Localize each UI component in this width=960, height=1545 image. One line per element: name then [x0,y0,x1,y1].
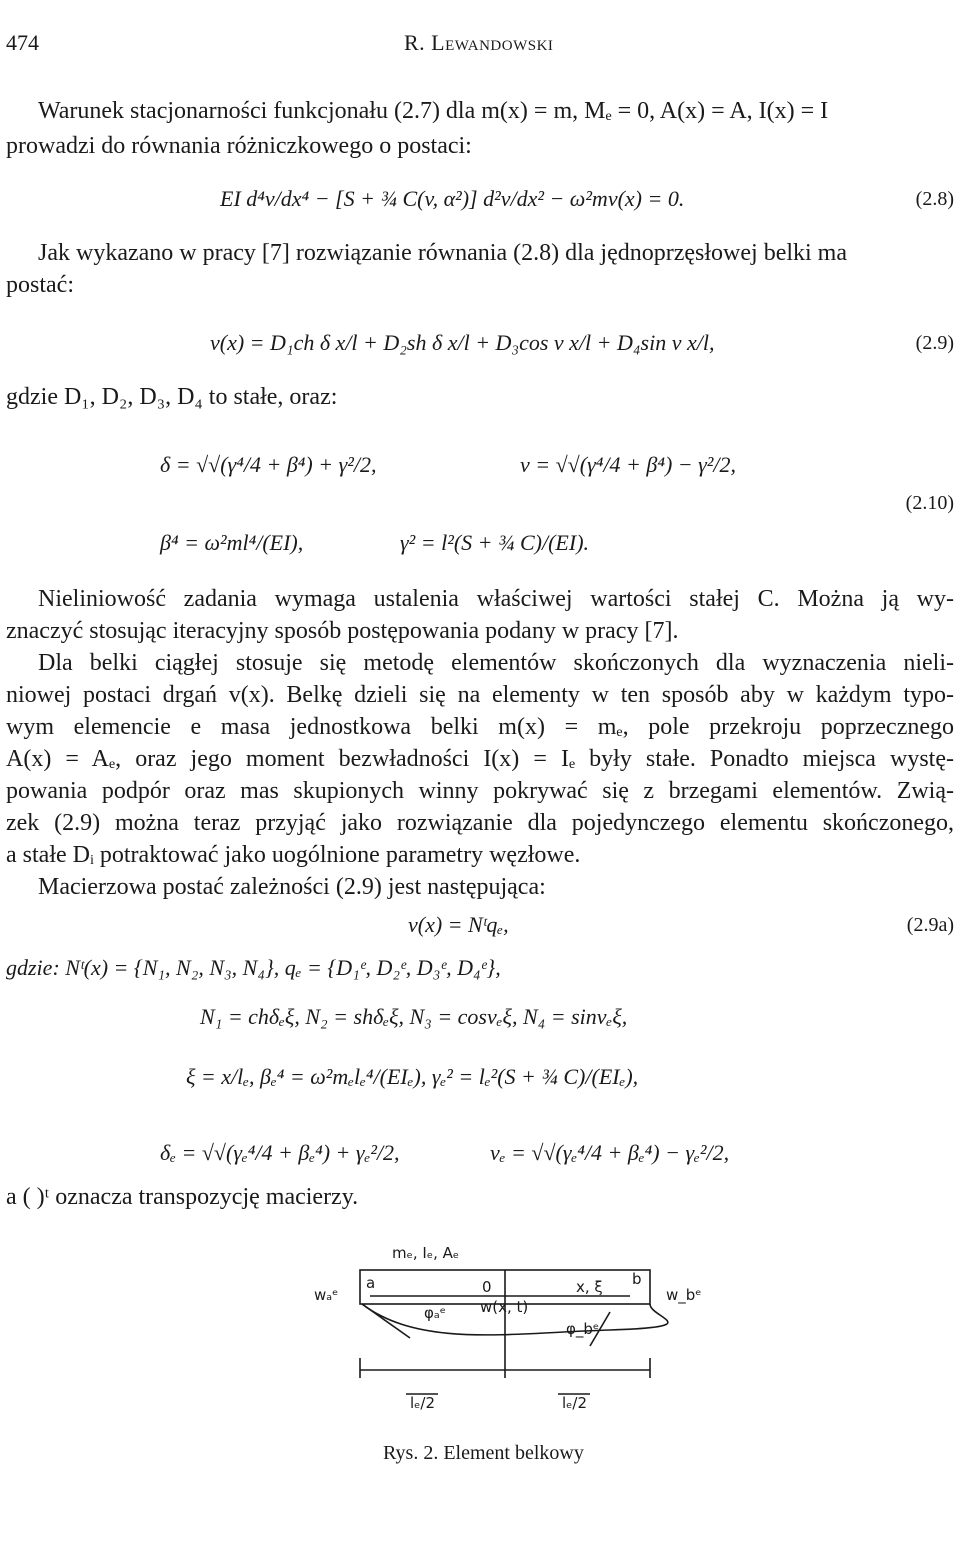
para1-line1: Warunek stacjonarności funkcjonału (2.7) dla m(x) = m, Mₑ = 0, A(x) = A, I(x) = I [38,98,829,124]
equation-beta: β⁴ = ω²ml⁴/(EI), [160,530,304,555]
equation-2-8-number: (2.8) [915,188,954,210]
equation-2-9: v(x) = D₁ch δ x/l + D₂sh δ x/l + D₃cos ν x/l + D₄sin ν x/l, [210,330,715,355]
fig-label-wa: wₐᵉ [314,1286,339,1304]
fig-label-phi-a: φₐᵉ [424,1304,447,1322]
para3-line5: wym elemencie e masa jednostkowa belki m(x) = mₑ, pole przekroju poprzecznego [6,714,954,740]
para3-line2: znaczyć stosując iteracyjny sposób postępowania podany w pracy [7]. [6,618,679,644]
fig-label-properties: mₑ, Iₑ, Aₑ [392,1244,460,1262]
equation-delta-e: δₑ = √√(γₑ⁴/4 + βₑ⁴) + γₑ²/2, [160,1140,400,1165]
para3-line8: zek (2.9) można teraz przyjąć jako rozwiązanie dla pojedynczego elementu skończonego, [6,810,954,836]
equation-xi-defs: ξ = x/lₑ, βₑ⁴ = ω²mₑlₑ⁴/(EIₑ), γₑ² = lₑ²(S + ¾ C)/(EIₑ), [186,1064,639,1089]
fig-rotation-a [362,1304,410,1338]
running-head-author: R. Lewandowski [404,30,554,55]
equation-2-9a-number: (2.9a) [906,914,954,936]
equation-nu-e: νₑ = √√(γₑ⁴/4 + βₑ⁴) − γₑ²/2, [490,1140,730,1165]
equation-delta: δ = √√(γ⁴/4 + β⁴) + γ²/2, [160,452,377,477]
para2-line2: postać: [6,272,74,298]
where-constants: gdzie D₁, D₂, D₃, D₄ to stałe, oraz: [6,384,338,410]
equation-2-10-number: (2.10) [905,492,954,514]
para3-line6: A(x) = Aₑ, oraz jego moment bezwładności I(x) = Iₑ były stałe. Ponadto miejsca wystę- [6,746,954,772]
para1-line2: prowadzi do równania różniczkowego o postaci: [6,133,472,159]
figure-caption: Rys. 2. Element belkowy [383,1442,584,1464]
equation-N-defs: N₁ = chδₑξ, N₂ = shδₑξ, N₃ = cosνₑξ, N₄ = sinνₑξ, [200,1004,628,1029]
fig-label-dim-left: lₑ/2 [410,1394,436,1412]
para3-line1: Nieliniowość zadania wymaga ustalenia właściwej wartości stałej C. Można ją wy- [38,586,954,612]
equation-2-9a: v(x) = Nᵗqₑ, [408,912,509,937]
equation-where-N: gdzie: Nᵗ(x) = {N₁, N₂, N₃, N₄}, qₑ = {D₁ᵉ, D₂ᵉ, D₃ᵉ, D₄ᵉ}, [6,955,501,980]
fig-label-w-xt: w(x, t) [480,1298,529,1316]
transpose-note: a ( )ᵗ oznacza transpozycję macierzy. [6,1184,359,1210]
fig-label-origin: 0 [482,1278,492,1296]
equation-nu: ν = √√(γ⁴/4 + β⁴) − γ²/2, [520,452,737,477]
fig-label-x-xi: x, ξ [576,1278,603,1296]
para3-line9: a stałe Dᵢ potraktować jako uogólnione parametry węzłowe. [6,842,581,868]
equation-gamma: γ² = l²(S + ¾ C)/(EI). [400,530,590,555]
fig-label-a: a [366,1274,376,1292]
fig-label-wb: w_bᵉ [666,1286,702,1304]
para3-line10: Macierzowa postać zależności (2.9) jest następująca: [38,874,546,900]
para3-line7: powania podpór oraz mas skupionych winny pokrywać się z brzegami elementów. Zwią- [6,778,954,804]
equation-2-9-number: (2.9) [915,332,954,354]
para3-line3: Dla belki ciągłej stosuje się metodę elementów skończonych dla wyznaczenia nieli- [38,650,954,676]
para2-line1: Jak wykazano w pracy [7] rozwiązanie równania (2.8) dla jędnoprzęsłowej belki ma [38,240,848,266]
para3-line4: niowej postaci drgań v(x). Belkę dzieli się na elementy w ten sposób aby w każdym typo- [6,682,954,708]
page-number: 474 [6,30,39,55]
beam-element-figure [310,1238,730,1428]
equation-2-8: EI d⁴v/dx⁴ − [S + ¾ C(v, α²)] d²v/dx² − ω²mv(x) = 0. [220,186,685,211]
fig-label-b: b [632,1270,642,1288]
fig-label-phi-b: φ_bᵉ [566,1320,600,1338]
fig-label-dim-right: lₑ/2 [562,1394,588,1412]
